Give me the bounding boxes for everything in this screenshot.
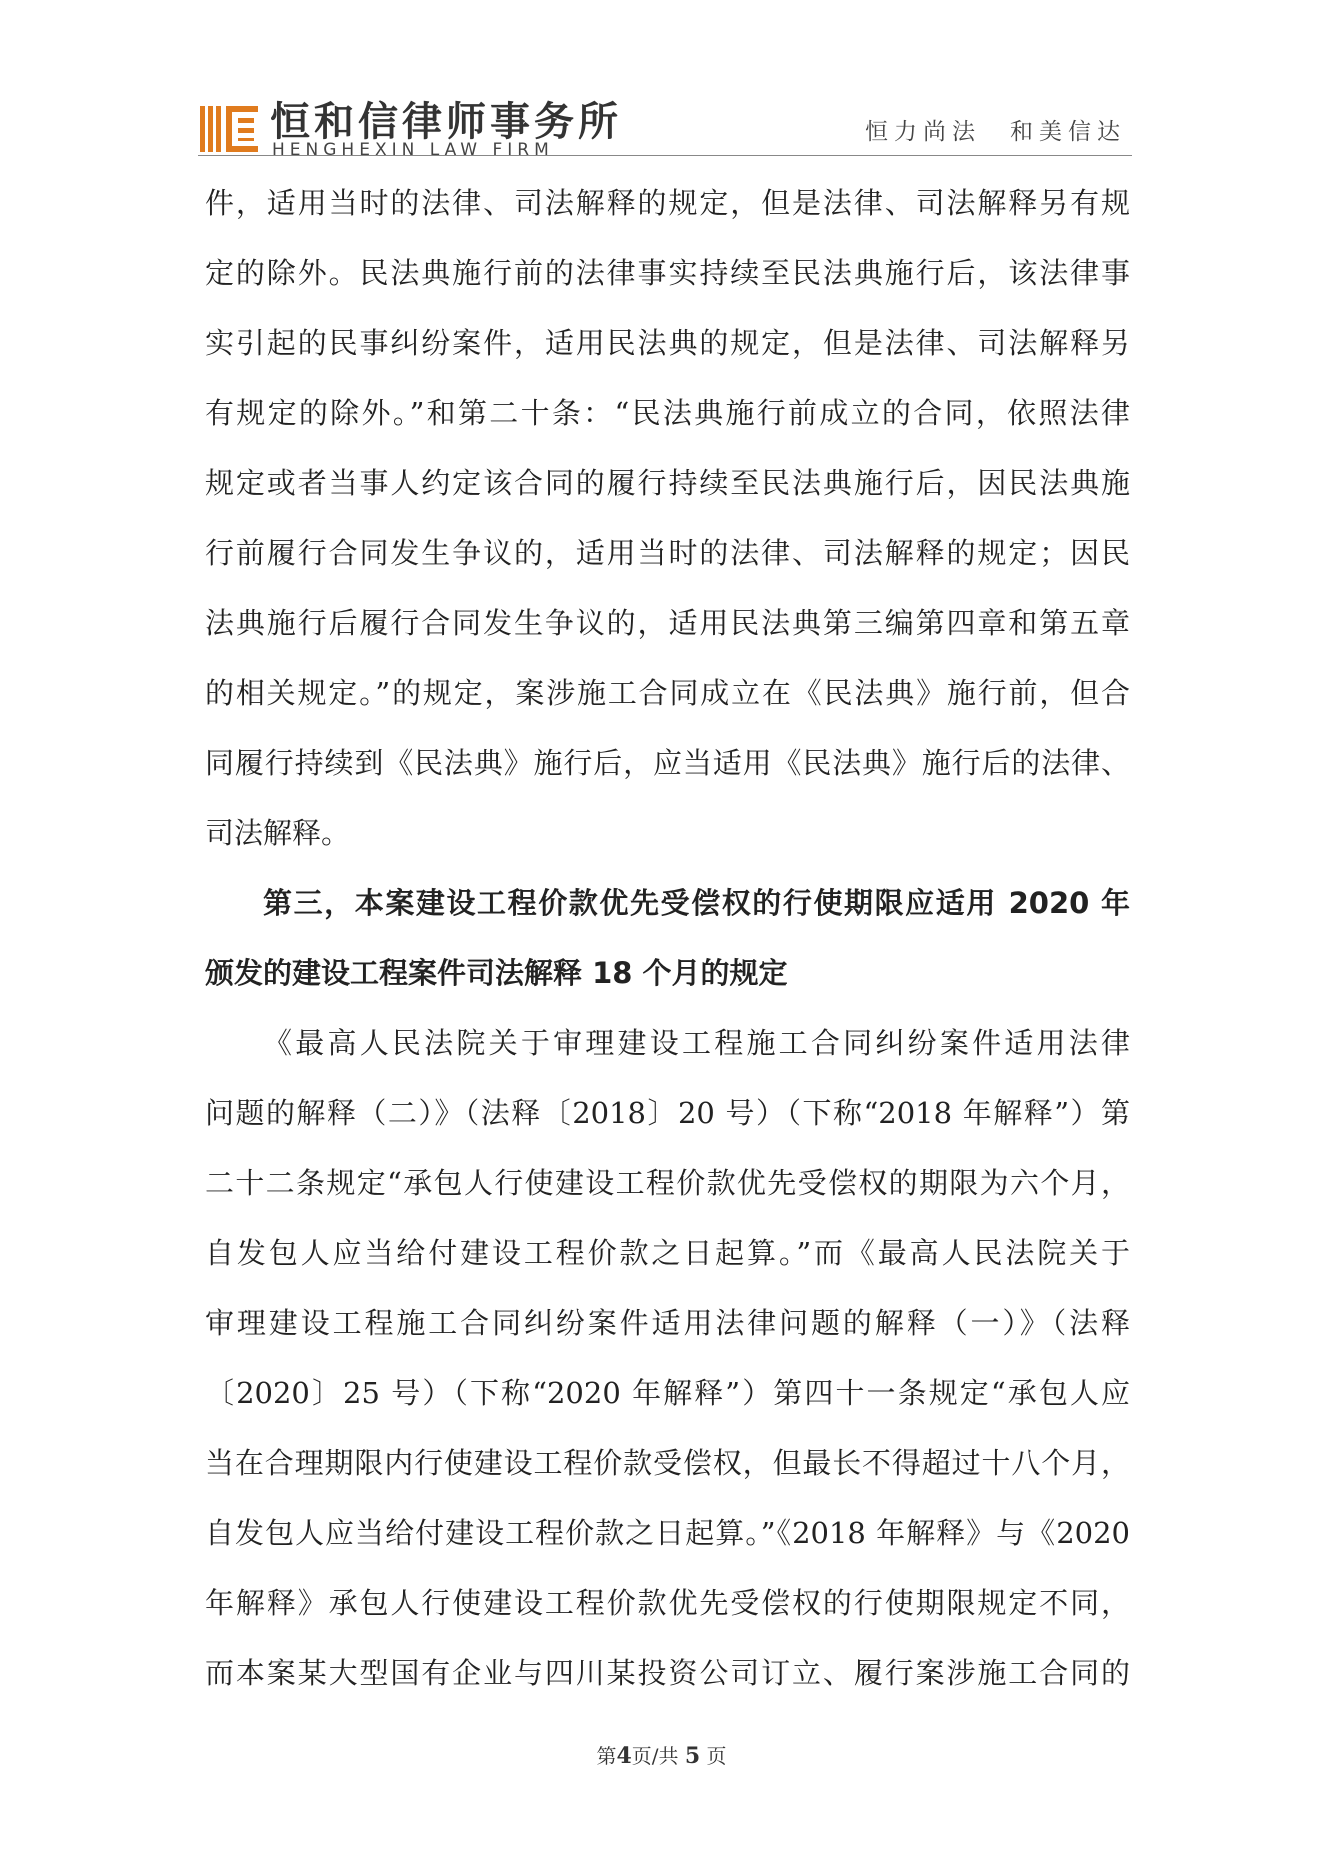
text-line: 规定或者当事人约定该合同的履行持续至民法典施行后，因民法典施 (205, 466, 1130, 500)
text-line: 自发包人应当给付建设工程价款之日起算。”《2018 年解释》与《2020 (205, 1516, 1130, 1550)
header-divider (198, 155, 1132, 156)
page-suffix: 页 (706, 1744, 727, 1768)
text-line: 自发包人应当给付建设工程价款之日起算。”而《最高人民法院关于 (205, 1236, 1130, 1270)
firm-name-cn: 恒和信律师事务所 (270, 99, 622, 145)
text-line: 当在合理期限内行使建设工程价款受偿权，但最长不得超过十八个月， (205, 1446, 1130, 1480)
text-line: 审理建设工程施工合同纠纷案件适用法律问题的解释（一）》（法释 (205, 1306, 1130, 1340)
text-line: 问题的解释（二）》（法释〔2018〕20 号）（下称“2018 年解释”）第 (205, 1096, 1130, 1130)
text-line: 年解释》承包人行使建设工程价款优先受偿权的行使期限规定不同， (205, 1586, 1130, 1620)
text-line: 二十二条规定“承包人行使建设工程价款优先受偿权的期限为六个月， (205, 1166, 1130, 1200)
paragraph (205, 1008, 1130, 1708)
heading-line: 颁发的建设工程案件司法解释 18 个月的规定 (205, 956, 788, 990)
text-line: 件，适用当时的法律、司法解释的规定，但是法律、司法解释另有规 (205, 186, 1130, 220)
text-line: 而本案某大型国有企业与四川某投资公司订立、履行案涉施工合同的 (205, 1656, 1130, 1690)
firm-logo-icon (198, 104, 262, 154)
heading-line: 第三，本案建设工程价款优先受偿权的行使期限应适用 2020 年 (263, 886, 1130, 920)
page-middle: 页/共 (631, 1744, 679, 1768)
page-prefix: 第 (596, 1744, 617, 1768)
text-line: 司法解释。 (205, 816, 351, 850)
paragraph-continued (205, 168, 1130, 868)
text-line: 有规定的除外。”和第二十条：“民法典施行前成立的合同，依照法律 (205, 396, 1130, 430)
text-line: 行前履行合同发生争议的，适用当时的法律、司法解释的规定；因民 (205, 536, 1130, 570)
page-number (0, 1742, 1323, 1770)
text-line: 的相关规定。”的规定，案涉施工合同成立在《民法典》施行前，但合 (205, 676, 1130, 710)
text-line: 《最高人民法院关于审理建设工程施工合同纠纷案件适用法律 (263, 1026, 1130, 1060)
firm-name-en: HENGHEXIN LAW FIRM (272, 140, 554, 160)
section-heading (205, 868, 1130, 1008)
document-body (205, 168, 1130, 1708)
letterhead (198, 96, 1132, 160)
text-line: 法典施行后履行合同发生争议的，适用民法典第三编第四章和第五章 (205, 606, 1130, 640)
text-line: 定的除外。民法典施行前的法律事实持续至民法典施行后，该法律事 (205, 256, 1130, 290)
text-line: 〔2020〕25 号）（下称“2020 年解释”）第四十一条规定“承包人应 (205, 1376, 1130, 1410)
current-page: 4 (616, 1743, 632, 1769)
firm-slogan: 恒力尚法 和美信达 (865, 119, 1126, 145)
total-pages: 5 (684, 1743, 701, 1769)
text-line: 同履行持续到《民法典》施行后，应当适用《民法典》施行后的法律、 (205, 746, 1130, 780)
text-line: 实引起的民事纠纷案件，适用民法典的规定，但是法律、司法解释另 (205, 326, 1130, 360)
